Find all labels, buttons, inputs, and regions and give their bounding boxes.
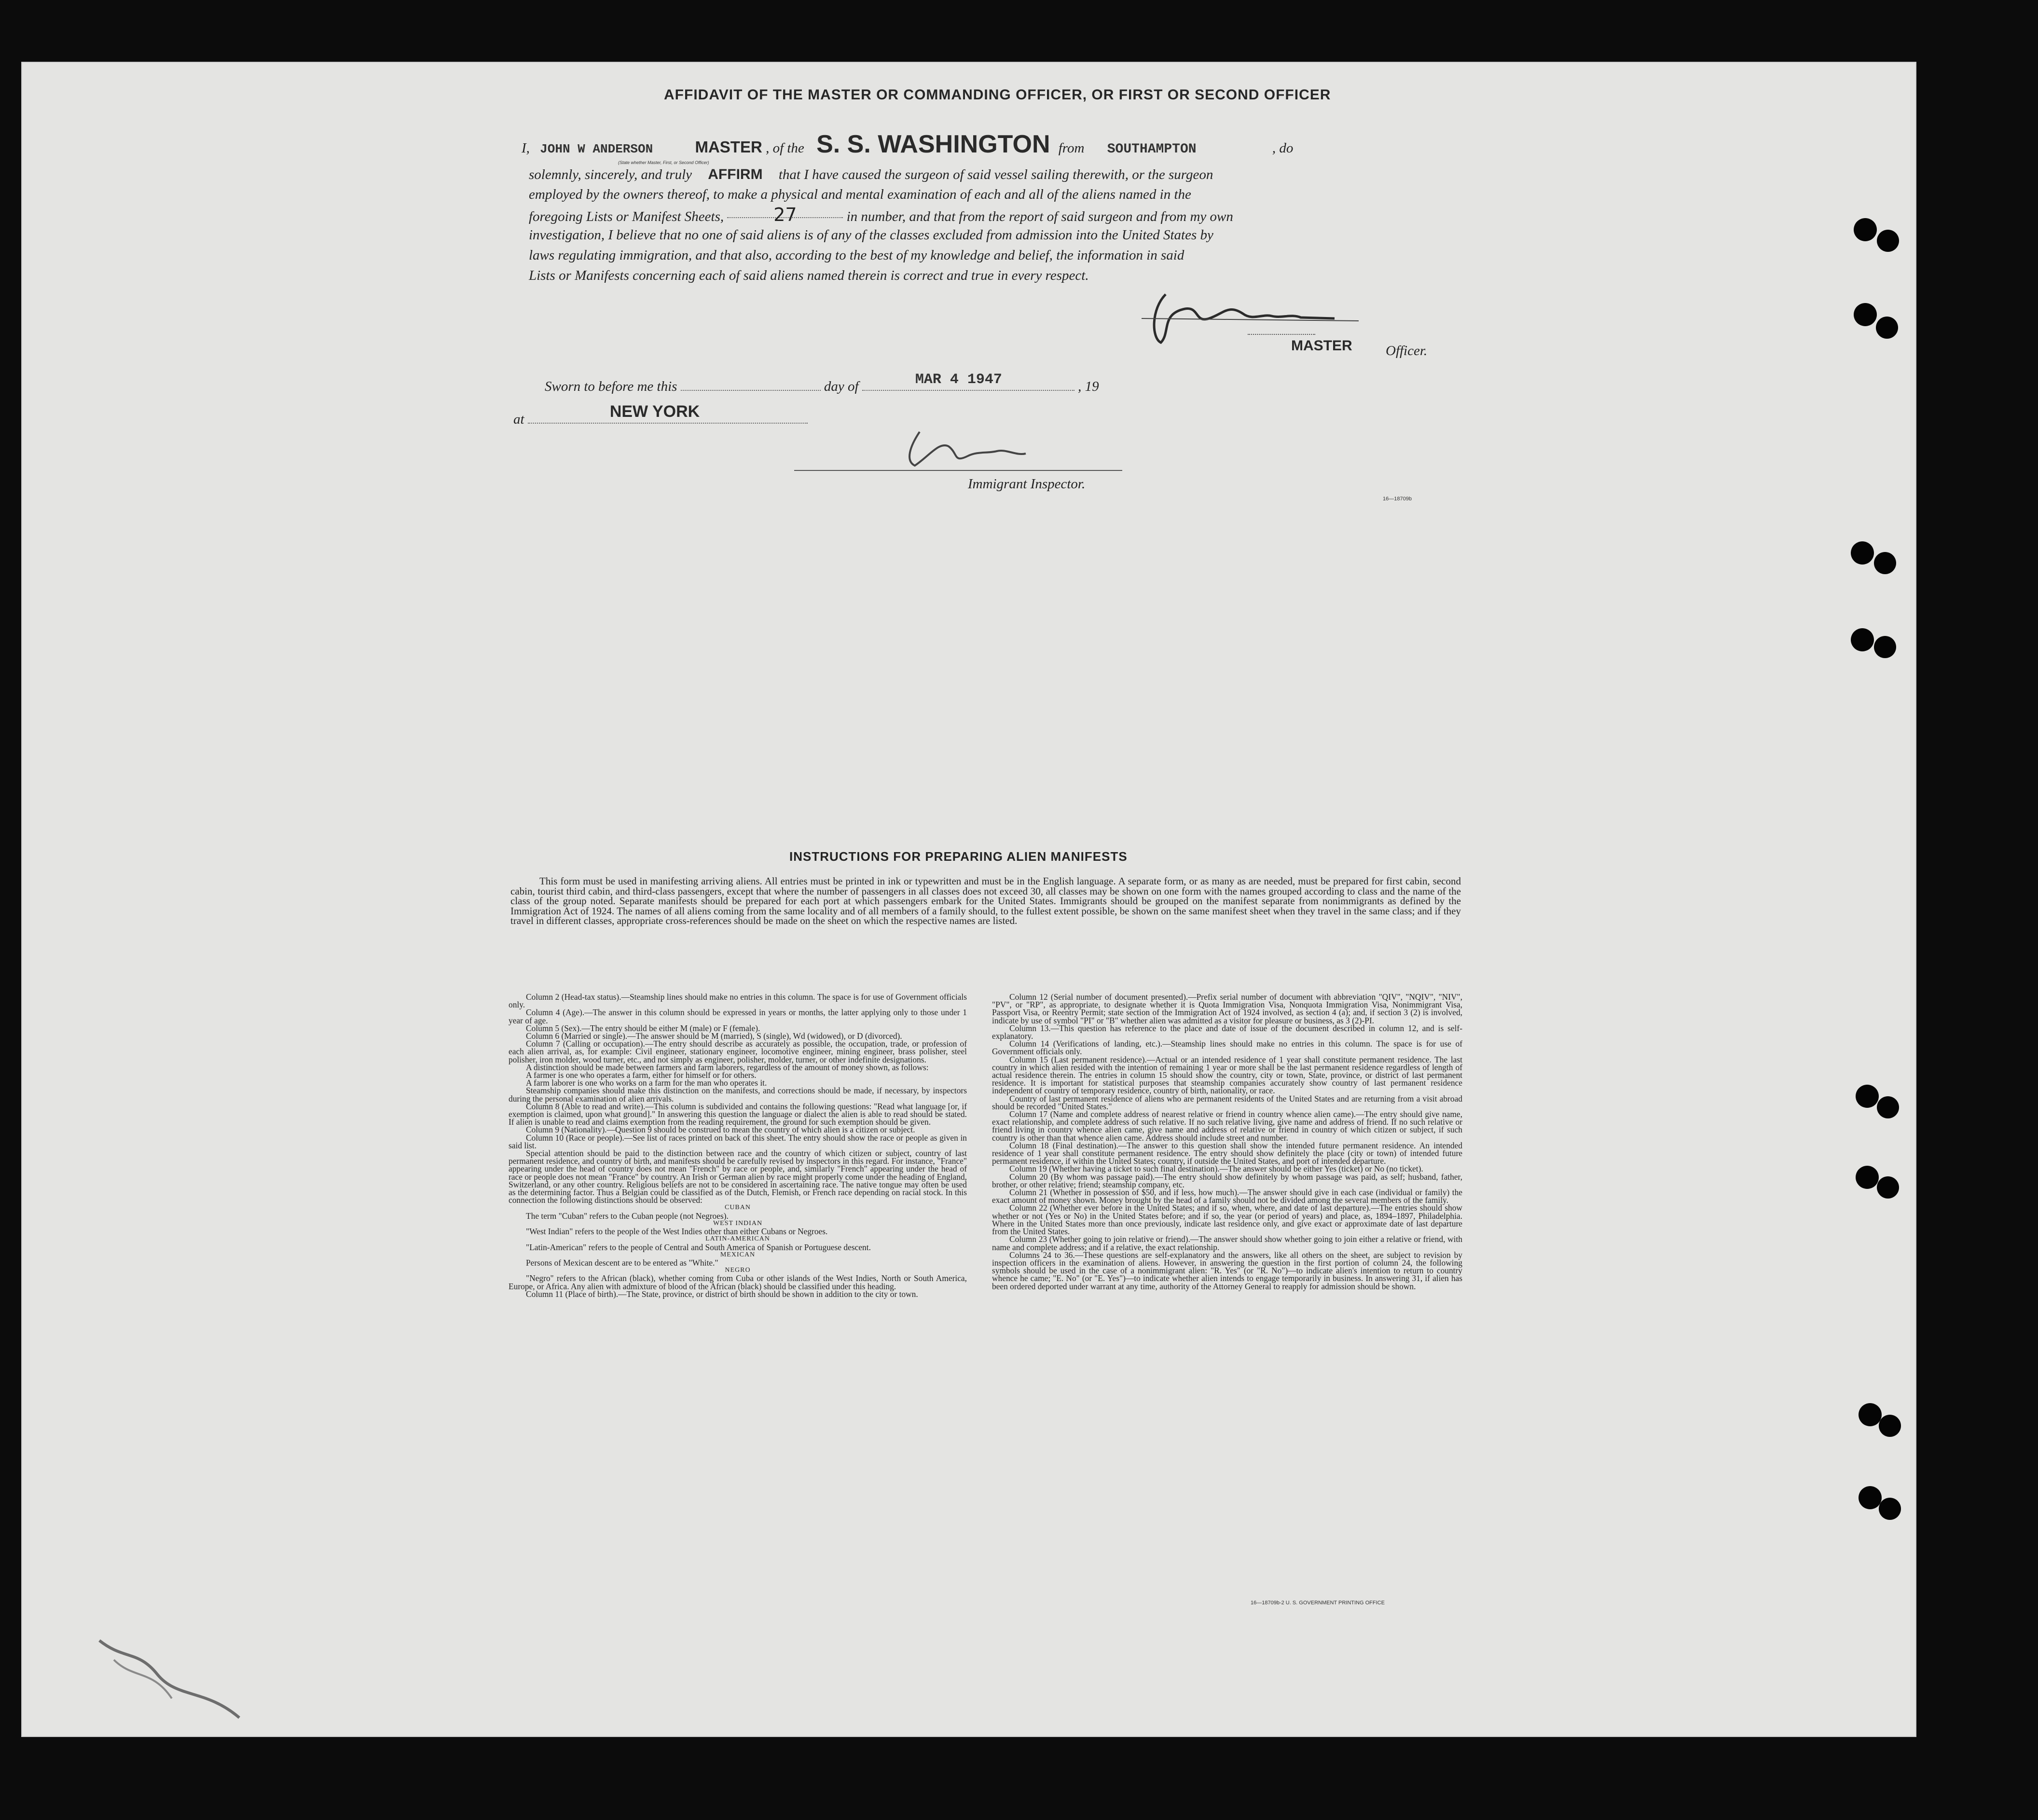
inspector-signature <box>785 427 1132 475</box>
left-paragraph: Column 8 (Able to read and write).—This column is subdivided and contains the following questions: "Read what language [or, if exemption is claimed, upon what ground]." In answering this question the language or dialect the alien is able to read should be stated. If alien is unable to read and claims exemption from the reading requirement, the ground for such exemption should be given. <box>509 1101 967 1127</box>
binder-hole <box>1851 541 1874 565</box>
binder-hole <box>1879 1415 1901 1437</box>
line3: employed by the owners thereof, to make a physical and mental examination of each and all of the aliens named in the <box>529 187 1191 202</box>
vessel-name: S. S. WASHINGTON <box>816 130 1050 158</box>
left-paragraph: A distinction should be made between farmers and farm laborers, regardless of the amount of money shown, as follows: <box>526 1062 929 1072</box>
left-paragraph: Column 6 (Married or single).—The answer should be M (married), S (single), Wd (widowed), or D (divorced). <box>526 1031 902 1041</box>
binder-hole <box>1877 1176 1899 1199</box>
right-paragraph: Country of last permanent residence of aliens who are permanent residents of the United States and are returning from a visit abroad should be recorded "United States." <box>992 1093 1462 1111</box>
instructions-intro-block <box>510 876 1461 926</box>
race-heading: NEGRO <box>725 1267 751 1274</box>
sworn-date: MAR 4 1947 <box>915 372 1002 388</box>
race-heading: CUBAN <box>724 1204 751 1212</box>
document-sheet <box>21 62 1916 1737</box>
year-prefix: , 19 <box>1078 379 1099 394</box>
binder-hole <box>1856 1085 1879 1108</box>
binder-hole <box>1874 552 1896 574</box>
binder-hole <box>1877 1096 1899 1118</box>
right-paragraph: Column 21 (Whether in possession of $50, and if less, how much).—The answer should give in each case (individual or family) the exact amount of money shown. Money brought by the head of a family should not be divided among the several members of the family. <box>992 1187 1462 1205</box>
left-paragraph: The term "Cuban" refers to the Cuban people (not Negroes). <box>526 1211 729 1221</box>
right-paragraph: Column 12 (Serial number of document presented).—Prefix serial number of document with abbreviation "QIV", "NQIV", "NIV", "PV", or "RP", as appropriate, to designate whether it is Quota Immigration Visa, Nonquota Immigration Visa, Nonimmigrant Visa, Passport Visa, or Reentry Permit; state section of the Immigration Act of 1924 involved, as section 4 (a); and, if section 3 (2) is involved, indicate by use of symbol "PI" or "B" whether alien was admitted as a visitor for pleasure or business, as 3 (2)-PI. <box>992 992 1462 1025</box>
instructions-right-column <box>992 993 1462 1290</box>
affidavit-title: AFFIDAVIT OF THE MASTER OR COMMANDING OFFICER, OR FIRST OR SECOND OFFICER <box>664 87 1331 103</box>
line6: laws regulating immigration, and that also, according to the best of my knowledge and belief, the information in said <box>529 248 1184 263</box>
departure-port: SOUTHAMPTON <box>1107 142 1197 157</box>
left-paragraph: Steamship companies should make this distinction on the manifests, and corrections should be made, if necessary, by inspectors during the personal examination of alien arrivals. <box>509 1086 967 1103</box>
line5: investigation, I believe that no one of said aliens is of any of the classes excluded from admission into the United States by <box>529 227 1213 243</box>
binder-hole <box>1874 636 1896 658</box>
left-paragraph: "Latin-American" refers to the people of Central and South America of Spanish or Portuguese descent. <box>526 1242 871 1252</box>
binder-hole <box>1851 628 1874 651</box>
race-heading: MEXICAN <box>720 1251 756 1258</box>
signature-rank: MASTER <box>1291 338 1352 354</box>
instructions-title: INSTRUCTIONS FOR PREPARING ALIEN MANIFESTS <box>789 849 1128 864</box>
binder-hole <box>1856 1166 1879 1189</box>
label-i: I, <box>522 140 530 156</box>
at-label: at <box>513 412 524 427</box>
binder-hole <box>1859 1486 1882 1509</box>
binder-hole <box>1877 230 1899 252</box>
left-paragraph: Column 5 (Sex).—The entry should be either M (male) or F (female). <box>526 1023 760 1033</box>
inspector-label: Immigrant Inspector. <box>968 476 1086 492</box>
right-paragraph: Column 13.—This question has reference to the place and date of issue of the document described in column 12, and is self-explanatory. <box>992 1023 1462 1041</box>
officer-label: Officer. <box>1386 343 1428 358</box>
right-paragraph: Columns 24 to 36.—These questions are self-explanatory and the answers, like all others on the sheet, are subject to revision by inspection officers in the examination of aliens. However, in answering the question in the first portion of column 24, the following symbols should be used in the case of a nonimmigrant alien: "R. Yes" (or "R. No")—to indicate alien's intention to return to country whence he came; "E. No" (or "E. Yes")—to indicate whether alien intends to engage temporarily in business. In answering 31, if alien has been ordered deported under warrant at any time, authority of the Attorney General to reapply for admission should be shown. <box>992 1250 1462 1291</box>
officer-name: JOHN W ANDERSON <box>540 142 653 156</box>
torn-corner <box>95 1631 259 1727</box>
binder-hole <box>1876 317 1898 339</box>
binder-hole <box>1854 218 1877 241</box>
left-paragraph: Column 2 (Head-tax status).—Steamship lines should make no entries in this column. The space is for use of Government officials only. <box>509 992 967 1010</box>
sworn-location: NEW YORK <box>609 402 700 421</box>
right-paragraph: Column 19 (Whether having a ticket to such final destination).—The answer should be either Yes (ticket) or No (no ticket). <box>1009 1164 1423 1174</box>
line2-post: that I have caused the surgeon of said vessel sailing therewith, or the surgeon <box>778 167 1213 182</box>
race-heading: LATIN-AMERICAN <box>705 1235 770 1243</box>
right-paragraph: Column 22 (Whether ever before in the United States; and if so, when, where, and date of last departure).—The entries should show whether or not (Yes or No) in the United States before; and if so, the year (or period of years) and place, as, 1894–1897, Philadelphia. Where in the United States more than once previously, indicate last residence only, and give exact or approximate date of last departure from the United States. <box>992 1203 1462 1237</box>
master-signature <box>1132 280 1363 347</box>
right-paragraph: Column 20 (By whom was passage paid).—The entry should show definitely by whom passage was paid, as self; husband, father, brother, or other relative; friend; steamship company, etc. <box>992 1172 1462 1189</box>
right-paragraph: Column 23 (Whether going to join relative or friend).—The answer should show whether going to join either a relative or friend, with name and complete address; and if a relative, the exact relationship. <box>992 1234 1462 1252</box>
left-paragraph: A farm laborer is one who works on a farm for the man who operates it. <box>526 1078 767 1088</box>
officer-rank: MASTER <box>695 138 762 156</box>
sworn-label: Sworn to before me this <box>545 379 677 394</box>
line4-pre: foregoing Lists or Manifest Sheets, <box>529 209 724 224</box>
right-paragraph: Column 15 (Last permanent residence).—Actual or an intended residence of 1 year shall constitute permanent residence. The last country in which alien resided with the intention of remaining 1 year or more shall be the last permanent residence regardless of length of actual residence therein. The entries in column 15 should show the country, city or town, State, province, or district of last permanent residence. It is important for statistical purposes that steamship companies accurately show country of last permanent residence independent of country of temporary residence, country of birth, nationality, or race. <box>992 1054 1462 1096</box>
rank-hint: (State whether Master, First, or Second Officer) <box>618 160 709 165</box>
right-paragraph: Column 18 (Final destination).—The answer to this question shall show the intended future permanent residence. An intended residence of 1 year shall constitute permanent residence. The entry should show definitely the place (city or town) of intended future permanent residence, if within the United States; country, if outside the United States, and port of intended departure. <box>992 1140 1462 1166</box>
label-from: from <box>1058 140 1085 156</box>
left-paragraph: "Negro" refers to the African (black), whether coming from Cuba or other islands of the West Indies, North or South America, Europe, or Africa. Any alien with admixture of blood of the African (black) should be classified under this heading. <box>509 1273 967 1291</box>
label-of-the: , of the <box>766 140 804 156</box>
left-paragraph: Column 9 (Nationality).—Question 9 should be construed to mean the country of which alien is a citizen or subject. <box>526 1125 915 1135</box>
line4-post: in number, and that from the report of said surgeon and from my own <box>846 209 1233 224</box>
form-number: 16—18709b <box>1383 496 1412 502</box>
oath-type: AFFIRM <box>708 166 763 182</box>
binder-hole <box>1854 303 1877 326</box>
left-paragraph: Column 10 (Race or people).—See list of races printed on back of this sheet. The entry should show the race or people as given in said list. <box>509 1132 967 1150</box>
right-paragraph: Column 17 (Name and complete address of nearest relative or friend in country whence alien came).—The entry should give name, exact relationship, and complete address of such relative. If no such relative living, give name and address of friend. If no such relative or friend living in country whence alien came, give name and address of relative or friend in country of which citizen or subject, if such country is other than that whence alien came. Address should include street and number. <box>992 1109 1462 1143</box>
left-paragraph: Special attention should be paid to the distinction between race and the country of which citizen or subject, country of last permanent residence, and country of birth, and manifests should be carefully revised by inspectors in this regard. For instance, "France" appearing under the head of country does not mean "French" by race or people, and, similarly "French" appearing under the head of race or people does not mean "France" by country. An Irish or German alien by race might properly come under the heading of England, Switzerland, or any other country. Religious beliefs are not to be considered in ascertaining race. The native tongue may often be used as the determining factor. Thus a Belgian could be classified as of the Dutch, Flemish, or French race depending on racial stock. In this connection the following distinctions should be observed: <box>509 1148 967 1205</box>
left-paragraph: Column 7 (Calling or occupation).—The entry should describe as accurately as possible, the occupation, trade, or profession of each alien arrival, as, for example: Civil engineer, stationary engineer, locomotive engineer, mining engineer, brass polisher, steel polisher, iron molder, wood turner, etc., and not simply as engineer, polisher, molder, turner, or other indefinite designations. <box>509 1039 967 1064</box>
left-paragraph: A farmer is one who operates a farm, either for himself or for others. <box>526 1070 757 1080</box>
label-do: , do <box>1272 140 1294 156</box>
instructions-left-column <box>509 993 967 1298</box>
left-paragraph: "West Indian" refers to the people of the West Indies other than either Cubans or Negroes. <box>526 1227 828 1237</box>
day-of-label: day of <box>824 379 859 394</box>
rank-line <box>1248 334 1315 335</box>
right-paragraph: Column 14 (Verifications of landing, etc.).—Steamship lines should make no entries in this column. The space is for use of Government officials only. <box>992 1039 1462 1057</box>
line2-pre: solemnly, sincerely, and truly <box>529 167 692 182</box>
line7: Lists or Manifests concerning each of said aliens named therein is correct and true in every respect. <box>529 268 1089 283</box>
binder-hole <box>1879 1498 1901 1520</box>
sheet-count: 27 <box>773 204 797 225</box>
left-paragraph: Column 11 (Place of birth).—The State, province, or district of birth should be shown in addition to the city or town. <box>526 1289 918 1299</box>
left-paragraph: Column 4 (Age).—The answer in this column should be expressed in years or months, the latter applying only to those under 1 year of age. <box>509 1007 967 1025</box>
instructions-intro: This form must be used in manifesting arriving aliens. All entries must be printed in ink or typewritten and must be in the English language. A separate form, or as many as are needed, must be prepared for first cabin, second cabin, tourist third cabin, and third-class passengers, except that where the number of passengers in all classes does not exceed 30, all classes may be shown on one form with the names grouped according to class and the name of the class of the group noted. Separate manifests should be prepared for each port at which passengers embark for the United States. Immigrants should be grouped on the manifest separate from nonimmigrants as defined by the Immigration Act of 1924. The names of all aliens coming from the same locality and of all members of a family should, to the fullest extent possible, be shown on the same manifest sheet when they travel in the same class; and if they travel in different classes, appropriate cross-references should be made on the sheet on which the respective names are listed. <box>510 875 1461 927</box>
binder-hole <box>1859 1403 1882 1426</box>
printing-office-footer: 16—18709b-2 U. S. GOVERNMENT PRINTING OFFICE <box>1251 1600 1385 1606</box>
race-heading: WEST INDIAN <box>713 1219 763 1227</box>
left-paragraph: Persons of Mexican descent are to be entered as "White." <box>526 1257 718 1268</box>
